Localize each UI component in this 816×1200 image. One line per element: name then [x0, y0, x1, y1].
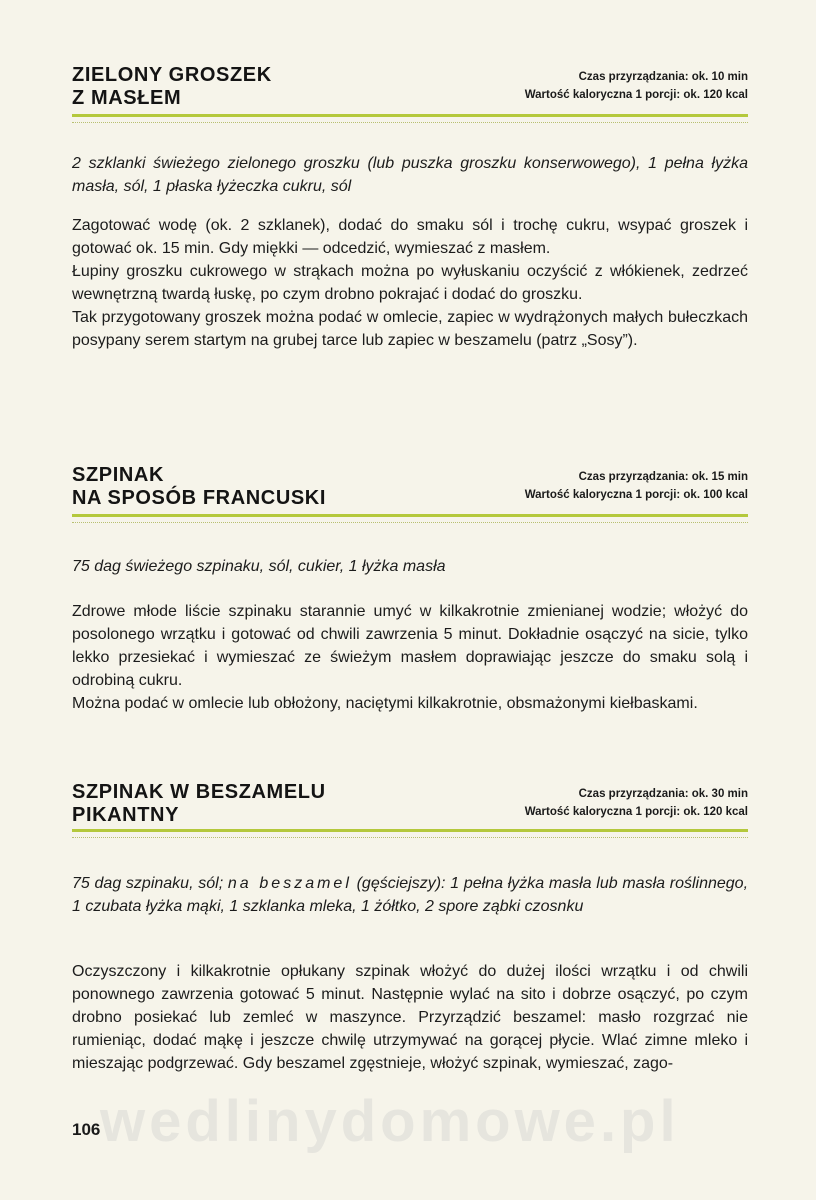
recipe-title-line2: Z MASŁEM — [72, 87, 182, 109]
title-rule — [72, 514, 748, 517]
recipe-title-line2: PIKANTNY — [72, 804, 180, 826]
recipe-title-line1: SZPINAK — [72, 464, 164, 486]
prep-time: Czas przyrządzania: ok. 30 min — [578, 788, 748, 800]
recipe-title — [72, 781, 326, 827]
watermark: wedlinydomowe.pl — [100, 1089, 680, 1154]
recipe-meta — [525, 468, 748, 504]
calories: Wartość kaloryczna 1 porcji: ok. 120 kcal — [524, 89, 748, 101]
recipe-title-line1: ZIELONY GROSZEK — [72, 64, 272, 86]
recipe-title-line2: NA SPOSÓB FRANCUSKI — [72, 487, 327, 509]
recipe-title — [72, 64, 272, 110]
instruction-paragraph: Tak przygotowany groszek można podać w omlecie, zapiec w wydrążonych małych bułeczkach posypany serem startym na grubej tarce lub zapiec w beszamelu (patrz „Sosy”). — [72, 309, 748, 349]
ingredients — [72, 872, 748, 918]
ingredients: 75 dag świeżego szpinaku, sól, cukier, 1 łyżka masła — [72, 558, 446, 575]
ingredients-prefix: 75 dag szpinaku, sól; — [72, 875, 228, 892]
recipe-header — [72, 781, 748, 829]
ingredients-spaced-label: na beszamel — [227, 875, 352, 892]
instruction-paragraph: Oczyszczony i kilkakrotnie opłukany szpinak włożyć do dużej ilości wrzątku i od chwili ponownego zawrzenia gotować 5 minut. Następnie wylać na sito i dobrze osączyć, po czym drobno posiekać lub zemleć w maszynce. Przyrządzić beszamel: masło rozgrzać nie rumieniąc, dodać mąkę i jeszcze chwilę utrzymywać na gorącej płycie. Wlać zimne mleko i mieszając podgrzewać. Gdy beszamel zgęstnieje, włożyć szpinak, wymieszać, zago- — [72, 963, 748, 1072]
recipe-szpinak-francuski — [72, 464, 748, 712]
recipe-title-line1: SZPINAK W BESZAMELU — [72, 781, 326, 803]
instructions — [72, 960, 748, 1075]
recipe-header — [72, 464, 748, 512]
instruction-paragraph: Zagotować wodę (ok. 2 szklanek), dodać do smaku sól i trochę cukru, wsypać groszek i gotować ok. 15 min. Gdy miękki — odcedzić, wymieszać z masłem. — [72, 217, 748, 257]
prep-time: Czas przyrządzania: ok. 10 min — [578, 71, 748, 83]
recipe-zielony-groszek — [72, 64, 748, 349]
calories: Wartość kaloryczna 1 porcji: ok. 120 kcal — [524, 806, 748, 818]
instructions — [72, 214, 748, 352]
recipe-meta — [525, 785, 748, 821]
page-number: 106 — [72, 1120, 101, 1139]
instruction-paragraph: Można podać w omlecie lub obłożony, naciętymi kilkakrotnie, obsmażonymi kiełbaskami. — [72, 695, 698, 712]
dotted-rule — [72, 122, 748, 123]
title-rule — [72, 114, 748, 117]
prep-time: Czas przyrządzania: ok. 15 min — [578, 471, 748, 483]
recipe-title — [72, 464, 326, 510]
dotted-rule — [72, 522, 748, 523]
calories: Wartość kaloryczna 1 porcji: ok. 100 kcal — [524, 489, 748, 501]
ingredients-suffix: (gęściejszy): 1 pełna łyżka masła lub masła roślinnego, 1 czubata łyżka mąki, 1 szklanka mleka, 1 żółtko, 2 spore ząbki czosnku — [72, 875, 749, 915]
recipe-szpinak-beszamel — [72, 781, 749, 1072]
instruction-paragraph: Łupiny groszku cukrowego w strąkach można po wyłuskaniu oczyścić z włókienek, zedrzeć wewnętrzną twardą łuskę, po czym drobno pokrajać i dodać do groszku. — [72, 263, 748, 303]
recipe-header — [72, 64, 748, 112]
recipe-meta — [525, 68, 748, 104]
instructions — [72, 600, 748, 715]
title-rule — [72, 829, 748, 832]
ingredients: 2 szklanki świeżego zielonego groszku (lub puszka groszku konserwowego), 1 pełna łyżka masła, sól, 1 płaska łyżeczka cukru, sól — [72, 155, 748, 195]
instruction-paragraph: Zdrowe młode liście szpinaku starannie umyć w kilkakrotnie zmienianej wodzie; włożyć do posolonego wrzątku i gotować od chwili zawrzenia 5 minut. Dokładnie osączyć na sicie, tylko lekko przesiekać i wymieszać ze świeżym masłem doprawiając jeszcze do smaku solą i odrobiną cukru. — [72, 603, 748, 689]
dotted-rule — [72, 837, 748, 838]
